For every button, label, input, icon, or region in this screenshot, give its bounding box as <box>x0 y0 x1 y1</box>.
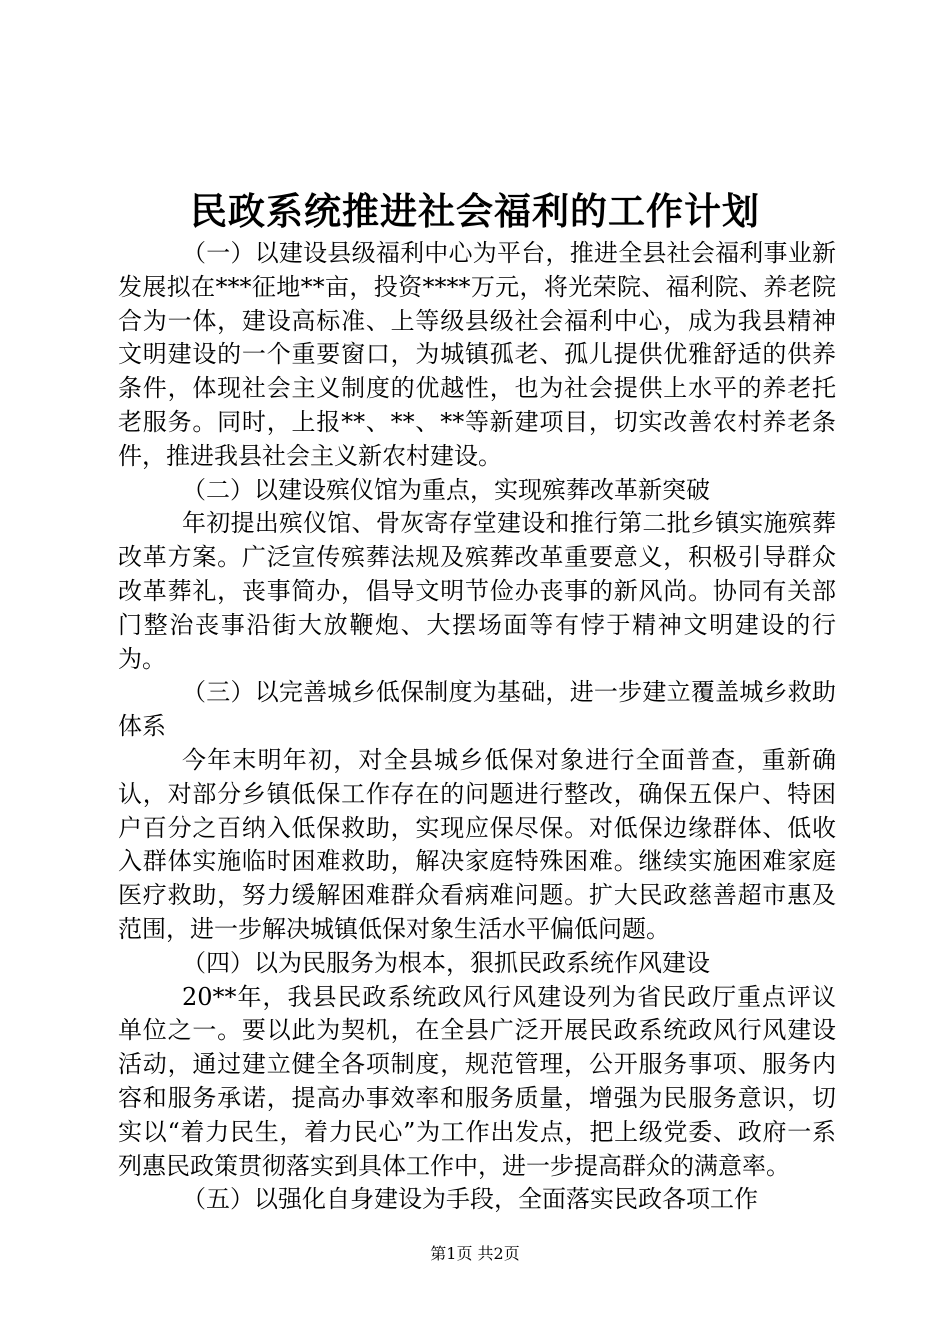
heading-section-3: （三）以完善城乡低保制度为基础，进一步建立覆盖城乡救助体系 <box>118 678 836 741</box>
paragraph-section-4: 20**年，我县民政系统政风行风建设列为省民政厅重点评议单位之一。要以此为契机，在全县广泛开展民政系统政风行风建设活动，通过建立健全各项制度，规范管理，公开服务事项、服务内容和服务承诺，提高办事效率和服务质量，增强为民服务意识，切实以“着力民生，着力民心”为工作出发点，把上级党委、政府一系列惠民政策贯彻落实到具体工作中，进一步提高群众的满意率。 <box>118 982 836 1180</box>
document-title: 民政系统推进社会福利的工作计划 <box>190 189 760 233</box>
document-body <box>118 237 836 1217</box>
paragraph-section-2: 年初提出殡仪馆、骨灰寄存堂建设和推行第二批乡镇实施殡葬改革方案。广泛宣传殡葬法规及殡葬改革重要意义，积极引导群众改革葬礼，丧事简办，倡导文明节俭办丧事的新风尚。协同有关部门整治丧事沿街大放鞭炮、大摆场面等有悖于精神文明建设的行为。 <box>118 509 836 673</box>
paragraph-section-3: 今年末明年初，对全县城乡低保对象进行全面普查，重新确认，对部分乡镇低保工作存在的问题进行整改，确保五保户、特困户百分之百纳入低保救助，实现应保尽保。对低保边缘群体、低收入群体实施临时困难救助，解决家庭特殊困难。继续实施困难家庭医疗救助，努力缓解困难群众看病难问题。扩大民政慈善超市惠及范围，进一步解决城镇低保对象生活水平偏低问题。 <box>118 745 836 943</box>
heading-section-5: （五）以强化自身建设为手段，全面落实民政各项工作 <box>182 1185 758 1214</box>
heading-section-2: （二）以建设殡仪馆为重点，实现殡葬改革新突破 <box>182 475 710 504</box>
paragraph-section-1: （一）以建设县级福利中心为平台，推进全县社会福利事业新发展拟在***征地**亩，投资****万元，将光荣院、福利院、养老院合为一体，建设高标准、上等级县级社会福利中心，成为我县精神文明建设的一个重要窗口，为城镇孤老、孤儿提供优雅舒适的供养条件，体现社会主义制度的优越性，也为社会提供上水平的养老托老服务。同时，上报**、**、**等新建项目，切实改善农村养老条件，推进我县社会主义新农村建设。 <box>118 239 836 470</box>
heading-section-4: （四）以为民服务为根本，狠抓民政系统作风建设 <box>182 948 710 977</box>
page-number-footer: 第1页 共2页 <box>430 1244 520 1263</box>
